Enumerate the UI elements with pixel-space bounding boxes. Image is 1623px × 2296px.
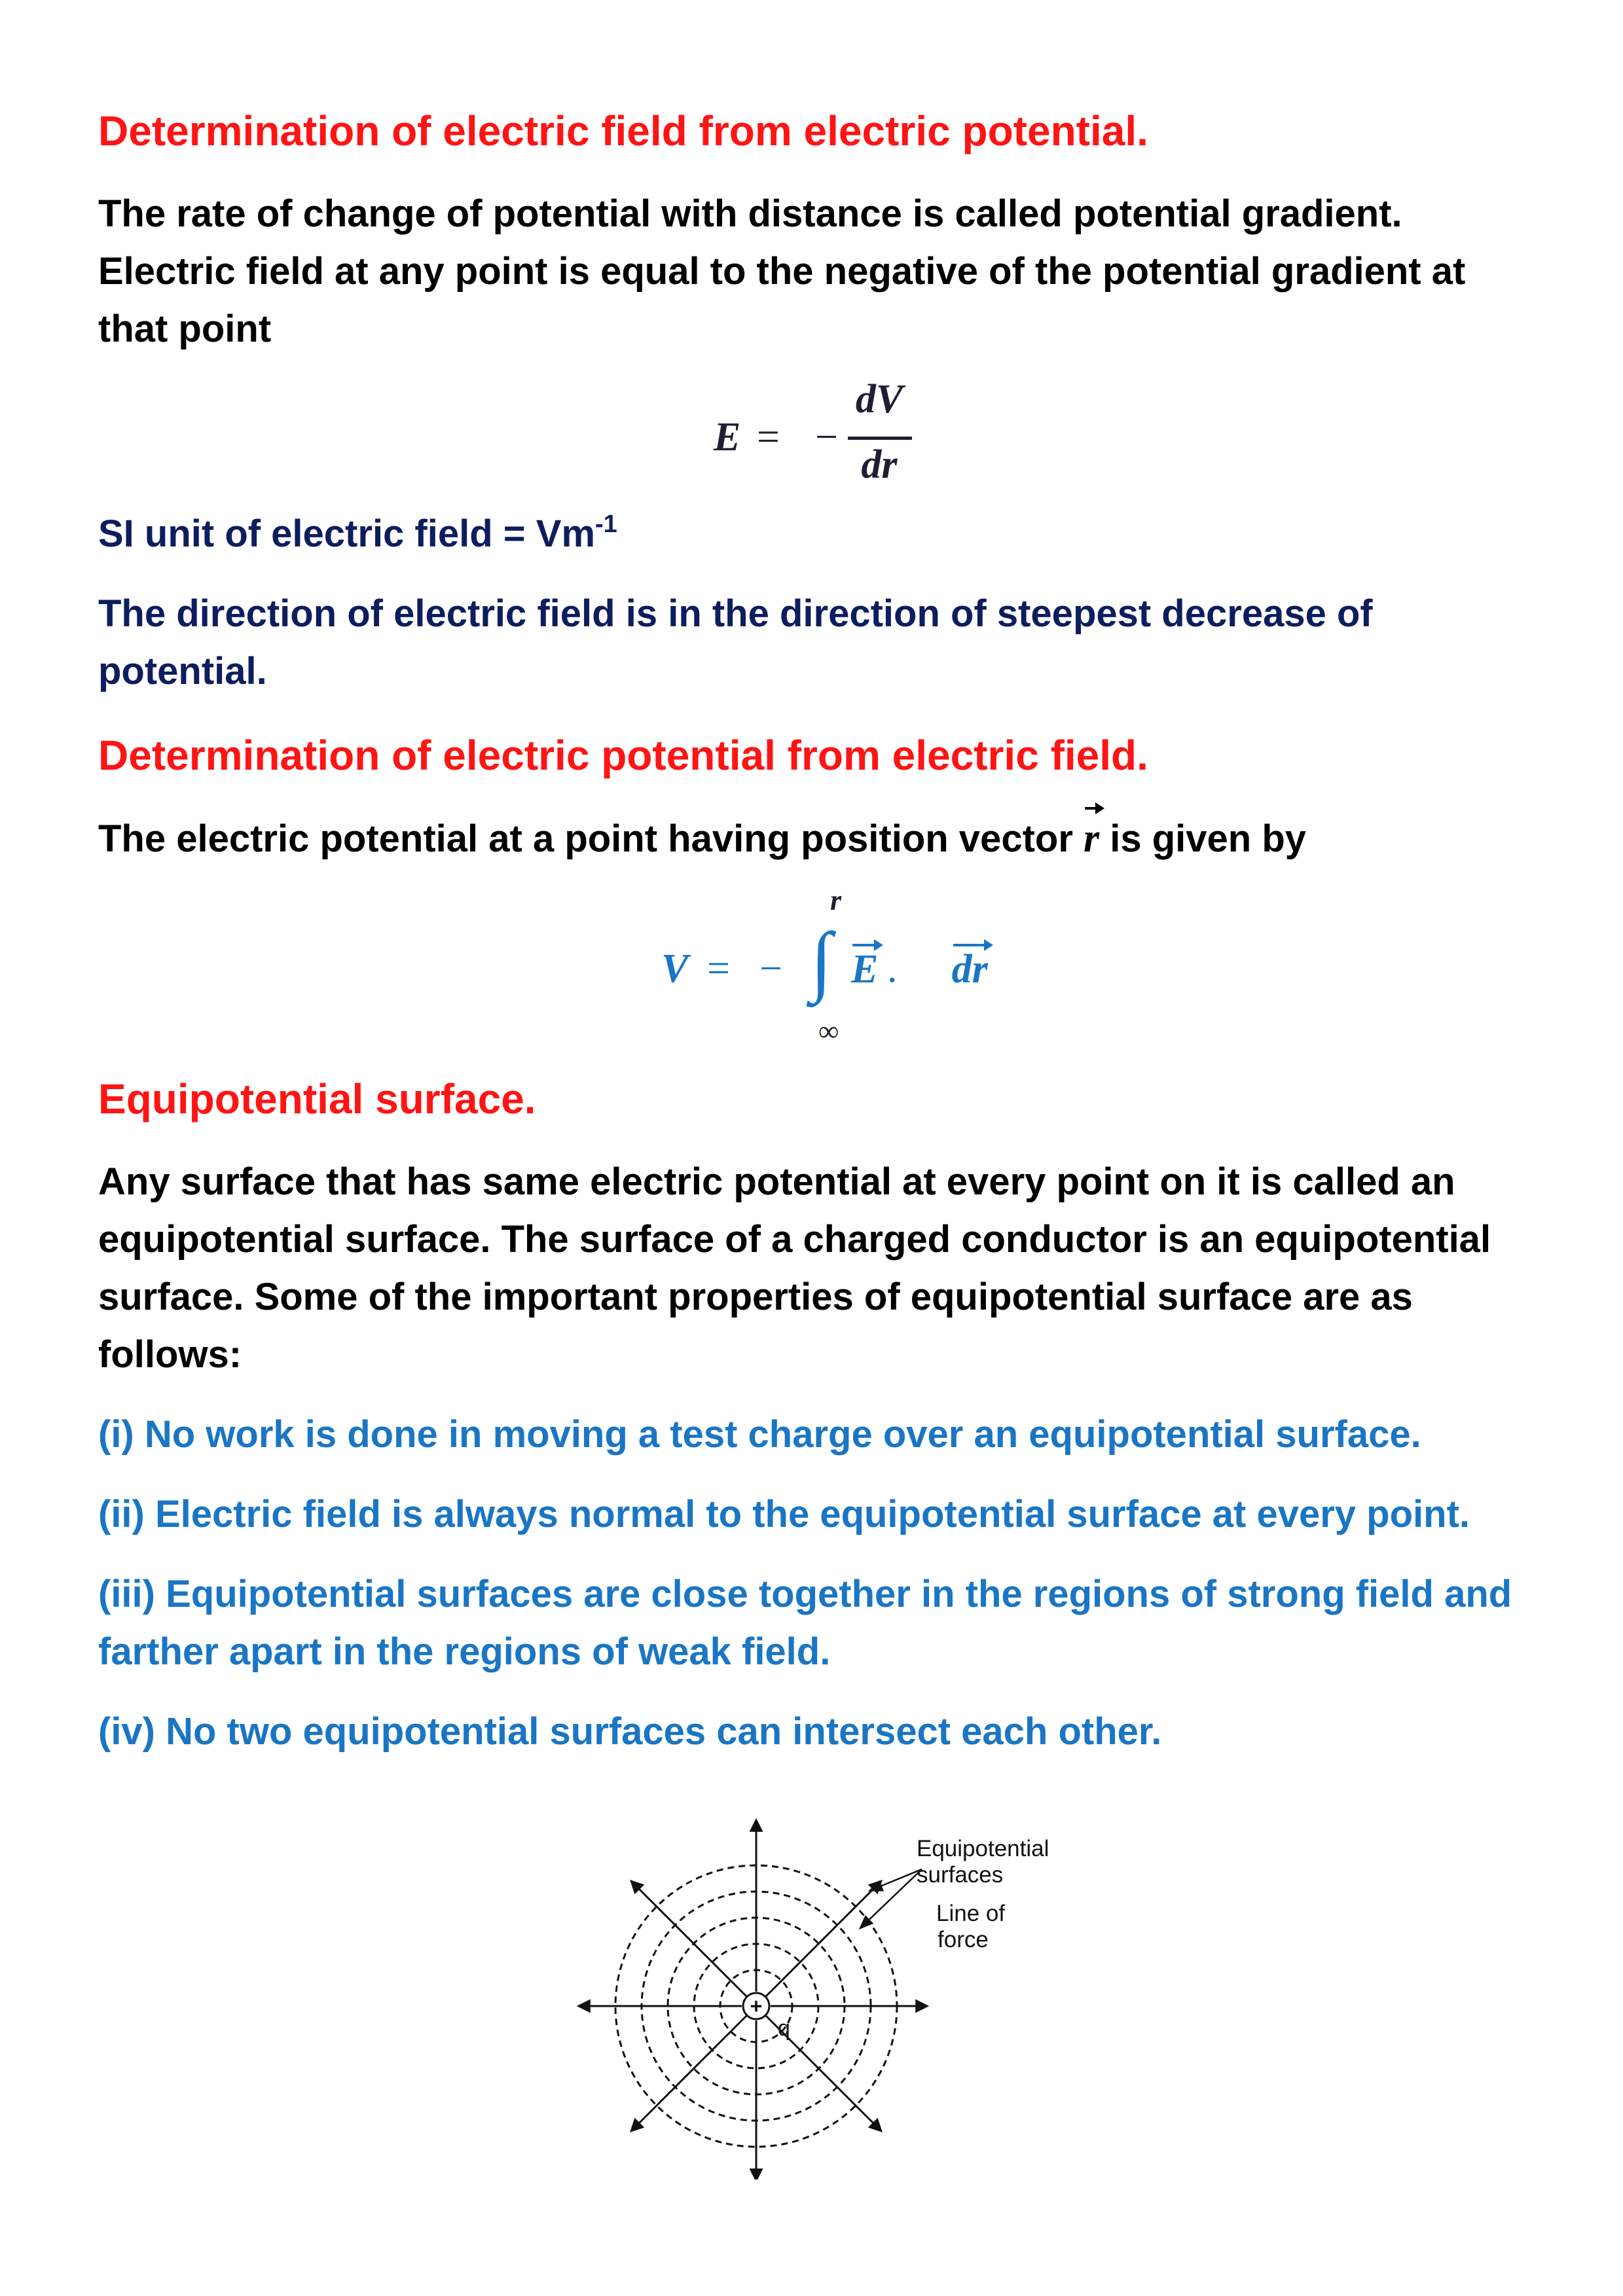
paragraph-line: surface. Some of the important properties of equipotential surface are as xyxy=(98,1276,1413,1318)
integral-upper-limit: r xyxy=(830,884,842,916)
paragraph-line: Any surface that has same electric potential at every point on it is called an xyxy=(98,1160,1455,1203)
label-line-of: Line of xyxy=(936,1901,1006,1926)
intro-after: is given by xyxy=(1099,817,1307,860)
formula-equals: = xyxy=(757,415,780,459)
paragraph-line: that point xyxy=(98,308,272,350)
heading-field-from-potential: Determination of electric field from electric potential. xyxy=(98,107,1148,154)
position-vector-line xyxy=(98,810,1306,868)
property-item: (iv) No two equipotential surfaces can intersect each other. xyxy=(98,1710,1162,1753)
formula-dot: . xyxy=(887,946,898,991)
direction-line: The direction of electric field is in the direction of steepest decrease of xyxy=(98,592,1373,635)
formula-field-gradient xyxy=(714,376,923,491)
heading-equipotential-surface: Equipotential surface. xyxy=(98,1075,536,1122)
field-vector-e: E xyxy=(851,947,879,992)
integral-sign: ∫ xyxy=(811,916,832,1003)
formula-minus: − xyxy=(815,415,838,459)
label-force: force xyxy=(938,1927,989,1952)
pointer-arrow xyxy=(861,1869,922,1928)
direction-line: potential. xyxy=(98,650,267,692)
integral-lower-limit: ∞ xyxy=(818,1015,839,1047)
property-item: (ii) Electric field is always normal to the equipotential surface at every point. xyxy=(98,1493,1470,1535)
intro-before: The electric potential at a point having position vector xyxy=(98,817,1084,860)
si-unit-exponent: -1 xyxy=(595,511,617,538)
equipotential-diagram xyxy=(563,1813,1087,2179)
field-line-up-right xyxy=(766,1882,881,1996)
paragraph-line: follows: xyxy=(98,1333,242,1376)
field-line-up-left xyxy=(632,1882,746,1996)
formula-numerator: dV xyxy=(855,377,903,422)
property-item-continuation: farther apart in the regions of weak field. xyxy=(98,1630,831,1673)
position-vector-r: r xyxy=(1084,810,1099,867)
charge-sign: + xyxy=(750,1994,763,2018)
paragraph-line: The rate of change of potential with distance is called potential gradient. xyxy=(98,192,1402,235)
fraction-bar xyxy=(848,437,912,440)
heading-potential-from-field: Determination of electric potential from electric field. xyxy=(98,732,1148,779)
displacement-vector-dr: dr xyxy=(951,947,988,992)
charge-label: q xyxy=(778,2016,790,2041)
formula-lhs: E xyxy=(714,415,741,459)
si-unit-text: SI unit of electric field = Vm xyxy=(98,512,596,555)
formula-equals: = xyxy=(707,946,730,991)
label-surfaces: surfaces xyxy=(917,1862,1004,1888)
property-item: (i) No work is done in moving a test charge over an equipotential surface. xyxy=(98,1413,1421,1456)
label-equipotential: Equipotential xyxy=(917,1836,1049,1861)
paragraph-line: Electric field at any point is equal to the negative of the potential gradient at xyxy=(98,250,1466,293)
label-pointers xyxy=(861,1869,922,1928)
formula-lhs: V xyxy=(661,946,689,991)
formula-minus: − xyxy=(759,946,782,991)
si-unit-line xyxy=(98,505,617,563)
property-item: (iii) Equipotential surfaces are close together in the regions of strong field and xyxy=(98,1573,1512,1615)
formula-denominator: dr xyxy=(861,442,898,487)
formula-potential-integral xyxy=(661,884,989,1054)
paragraph-line: equipotential surface. The surface of a charged conductor is an equipotential xyxy=(98,1218,1491,1261)
field-line-down-left xyxy=(632,2016,746,2130)
pointer-arrow xyxy=(871,1869,922,1890)
